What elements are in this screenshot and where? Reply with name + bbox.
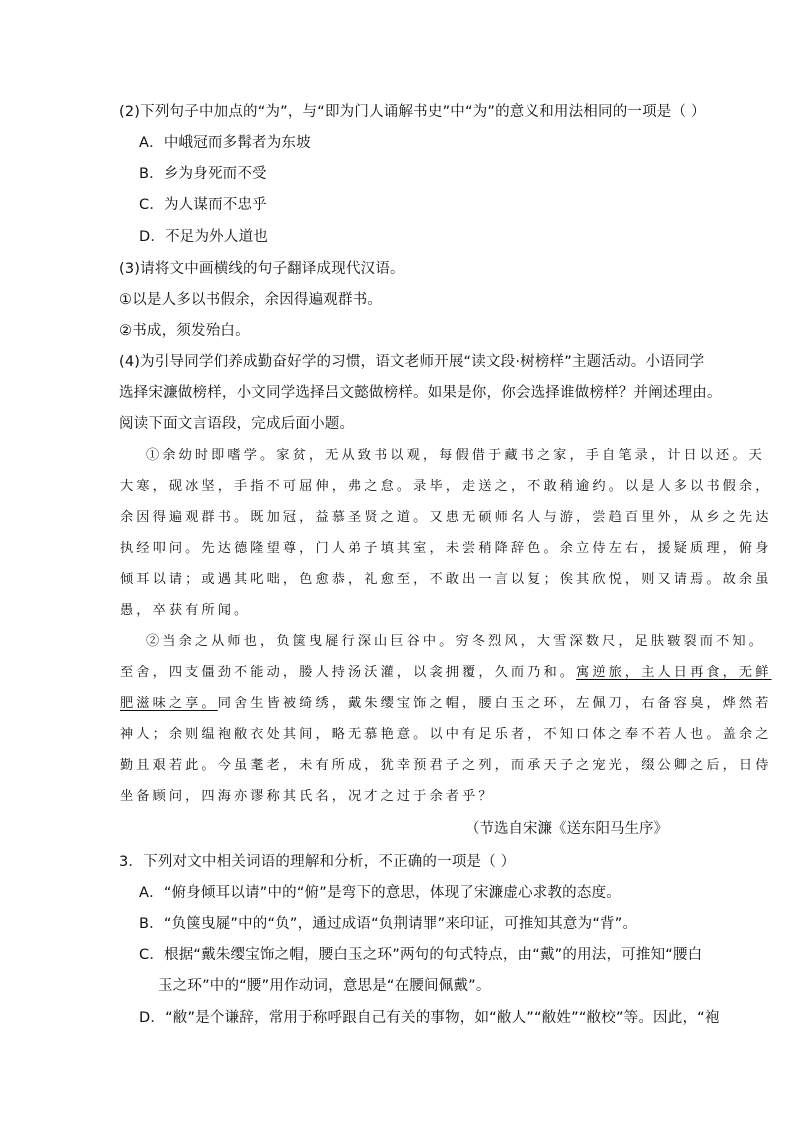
q2-option-c: C．为人谋而不忠乎 [139, 197, 267, 213]
passage-p2-line-1: ②当余之从师也，负箧曳屣行深山巨谷中。穷冬烈风，大雪深数尺，足肤皲裂而不知。 [146, 634, 765, 649]
q3b-option-b: B．“负箧曳屣”中的“负”，通过成语“负荆请罪”来印证，可推知其意为“背”。 [139, 916, 638, 932]
passage-p1-line-1: ①余幼时即嗜学。家贫，无从致书以观，每假借于藏书之家，手自笔录，计日以还。天 [146, 448, 765, 463]
q2-stem: (2)下列句子中加点的“为”，与“即为门人诵解书史”中“为”的意义和用法相同的一项是（ ） [119, 104, 706, 120]
q3b-option-d: D．“敝”是个谦辞，常用于称呼跟自己有关的事物，如“敝人”“敝姓”“敝校”等。因此，“袍 [139, 1010, 720, 1026]
passage-p1-line-3: 余因得遍观群书。既加冠，益慕圣贤之道。又患无硕师名人与游，尝趋百里外，从乡之先达 [120, 510, 772, 525]
passage-p2-line-4: 神人；余则缊袍敝衣处其间，略无慕艳意。以中有足乐者，不知口体之奉不若人也。盖余之 [120, 727, 772, 742]
passage-p1-line-6: 愚，卒获有所闻。 [120, 603, 251, 618]
q4-line-1: (4)为引导同学们养成勤奋好学的习惯，语文老师开展“读文段·树榜样”主题活动。小语同学 [119, 354, 705, 370]
q3b-option-c-line-2: 玉之环”中的“腰”用作动词，意思是“在腰间佩戴”。 [158, 978, 491, 994]
underlined-sentence-part-2: 肥滋味之享。 [120, 696, 218, 711]
q2-option-d: D．不足为外人道也 [139, 229, 268, 245]
q2-option-a: A．中峨冠而多髯者为东坡 [139, 135, 311, 151]
passage-p2-line-3 [120, 694, 772, 714]
passage-source: （节选自宋濂《送东阳马生序》 [465, 821, 668, 837]
passage-p1-line-2: 大寒，砚冰坚，手指不可屈伸，弗之怠。录毕，走送之，不敢稍逾约。以是人多以书假余， [120, 479, 772, 494]
passage-p2-line-3-plain: 同舍生皆被绮绣，戴朱缨宝饰之帽，腰白玉之环，左佩刀，右备容臭，烨然若 [217, 696, 772, 711]
passage-p2-line-6: 坐备顾问，四海亦谬称其氏名，况才之过于余者乎？ [120, 789, 495, 804]
q3-item-2: ②书成，须发殆白。 [119, 323, 250, 339]
q3b-option-c-line-1: C．根据“戴朱缨宝饰之帽，腰白玉之环”两句的句式特点，由“戴”的用法，可推知“腰白 [139, 947, 703, 963]
q2-option-b: B．乡为身死而不受 [139, 166, 267, 182]
q4-line-2: 选择宋濂做榜样，小文同学选择吕文懿做榜样。如果是你，你会选择谁做榜样？并阐述理由。 [119, 385, 722, 401]
passage-p1-line-4: 执经叩问。先达德隆望尊，门人弟子填其室，未尝稍降辞色。余立侍左右，援疑质理，俯身 [120, 541, 772, 556]
q3-item-1: ①以是人多以书假余，余因得遍观群书。 [119, 292, 383, 308]
passage-p1-line-5: 倾耳以请；或遇其叱咄，色愈恭，礼愈至，不敢出一言以复；俟其欣悦，则又请焉。故余虽 [120, 572, 772, 587]
q3b-option-a: A．“俯身倾耳以请”中的“俯”是弯下的意思，体现了宋濂虚心求教的态度。 [139, 885, 621, 901]
passage-p2-line-2 [120, 663, 772, 683]
passage-p2-line-5: 勤且艰若此。今虽耄老，未有所成，犹幸预君子之列，而承天子之宠光，缀公卿之后，日侍 [120, 758, 772, 773]
q3-stem: (3)请将文中画横线的句子翻译成现代汉语。 [119, 261, 405, 277]
underlined-sentence-part-1: 寓逆旅，主人日再食，无鲜 [576, 665, 772, 680]
q3b-stem: 3．下列对文中相关词语的理解和分析，不正确的一项是（ ） [119, 854, 516, 870]
passage-p2-line-2-plain: 至舍，四支僵劲不能动，媵人持汤沃灌，以衾拥覆，久而乃和。 [120, 665, 577, 680]
reading-intro: 阅读下面文言语段，完成后面小题。 [119, 416, 355, 432]
